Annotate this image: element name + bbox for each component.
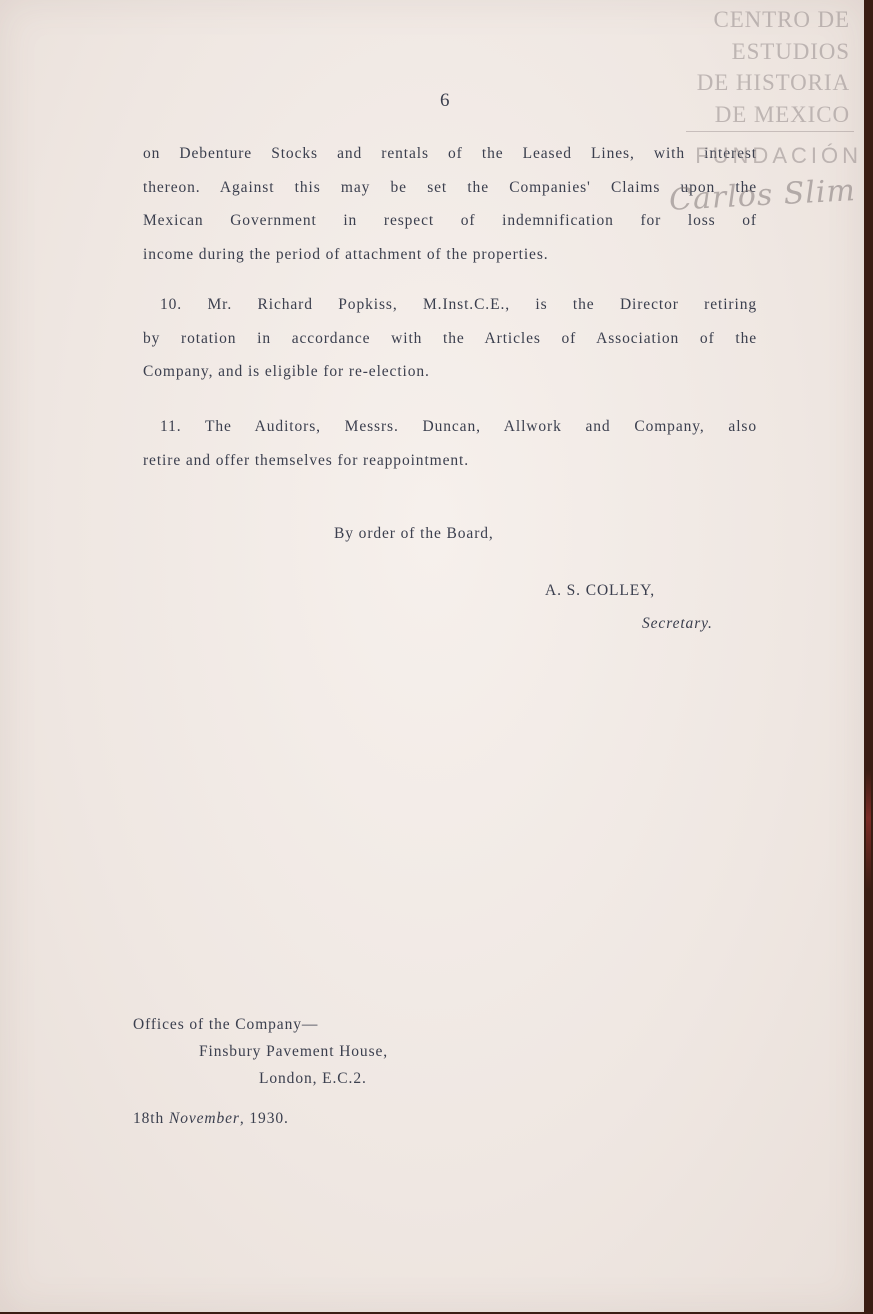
page-number: 6	[440, 90, 451, 111]
date-year: , 1930.	[239, 1110, 289, 1127]
text-line: Company, and is eligible for re-election.	[143, 363, 430, 380]
by-order-line: By order of the Board,	[334, 525, 494, 542]
text-line: 10. Mr. Richard Popkiss, M.Inst.C.E., is the Director retiring	[160, 296, 757, 313]
continuation-paragraph	[143, 137, 757, 271]
watermark-divider	[686, 131, 854, 132]
signatory-title: Secretary.	[642, 615, 713, 632]
fundacion-watermark: FUNDACIÓN	[695, 143, 862, 168]
address-line-2: Finsbury Pavement House,	[199, 1043, 389, 1060]
signature-logo: Carlos Slim	[668, 173, 857, 218]
watermark-line: DE HISTORIA	[696, 70, 850, 95]
watermark-line: ESTUDIOS	[731, 38, 850, 64]
address-line-1: Offices of the Company—	[133, 1016, 319, 1033]
document-date	[133, 1110, 289, 1128]
signatory-name: A. S. COLLEY,	[545, 582, 656, 599]
watermark-line: CENTRO DE	[713, 7, 850, 32]
watermark-line: DE MEXICO	[714, 101, 850, 127]
page-edge-stain	[866, 770, 871, 890]
date-day: 18th	[133, 1110, 165, 1127]
date-month: November	[168, 1110, 240, 1127]
item-11-paragraph	[143, 410, 757, 477]
item-10-paragraph	[143, 288, 757, 389]
text-line: retire and offer themselves for reappointment.	[143, 451, 470, 469]
text-line: Mexican Government in respect of indemnification for loss of	[143, 212, 757, 229]
text-line: on Debenture Stocks and rentals of the Leased Lines, with interest	[143, 145, 757, 162]
text-line: 11. The Auditors, Messrs. Duncan, Allwork and Company, also	[160, 418, 757, 435]
text-line: by rotation in accordance with the Articles of Association of the	[143, 329, 757, 347]
archive-watermark	[690, 4, 850, 130]
text-line: thereon. Against this may be set the Companies' Claims upon the	[143, 178, 757, 196]
text-line: income during the period of attachment of the properties.	[143, 245, 549, 263]
address-line-3: London, E.C.2.	[259, 1070, 367, 1087]
